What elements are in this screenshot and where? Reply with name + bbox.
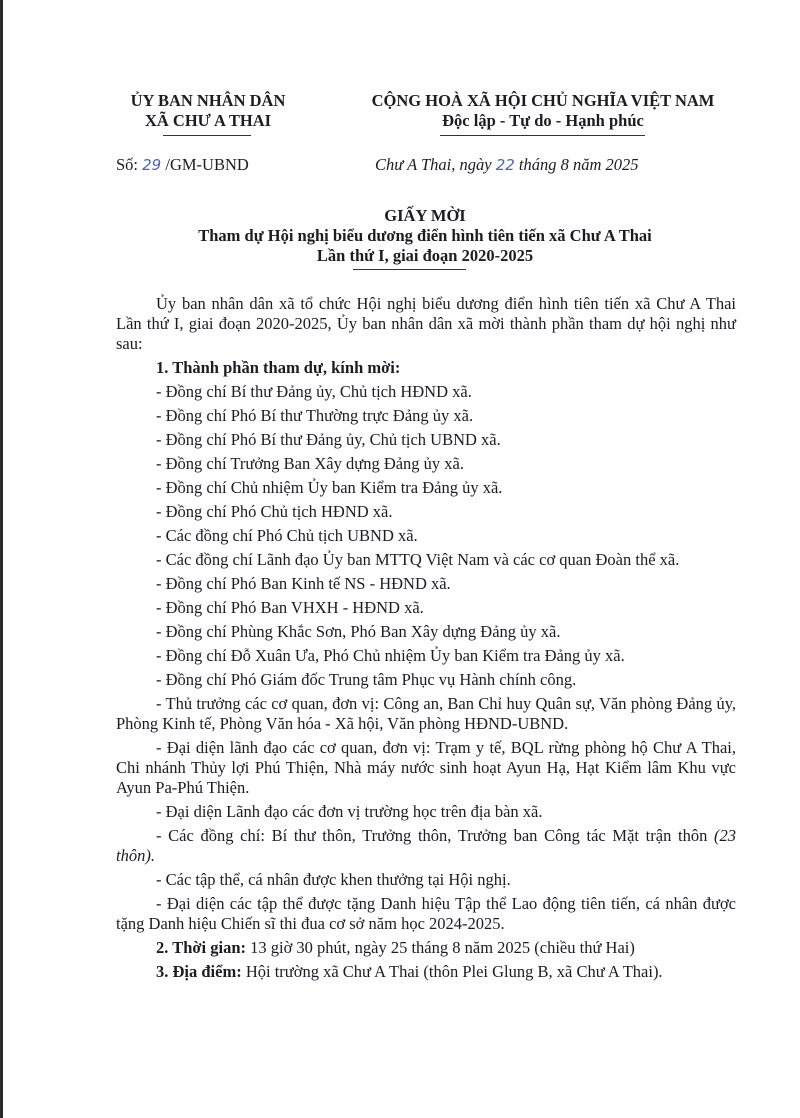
invitee-item: - Đồng chí Phó Ban VHXH - HĐND xã. (156, 598, 424, 617)
invitee-paragraph: - Thủ trưởng các cơ quan, đơn vị: Công an, Ban Chỉ huy Quân sự, Văn phòng Đảng ủy, Phòng Kinh tế, Phòng Văn hóa - Xã hội, Văn phòng HĐND-UBND. (116, 694, 736, 733)
time-value: 13 giờ 30 phút, ngày 25 tháng 8 năm 2025 (chiều thứ Hai) (250, 938, 635, 957)
invitee-item: - Đồng chí Phó Chủ tịch HĐND xã. (156, 502, 393, 521)
invitee-item: - Đồng chí Đỗ Xuân Ưa, Phó Chủ nhiệm Ủy ban Kiểm tra Đảng ủy xã. (156, 646, 625, 665)
invitee-item: - Đồng chí Trưởng Ban Xây dựng Đảng ủy xã. (156, 454, 465, 473)
place-value: Hội trường xã Chư A Thai (thôn Plei Glung B, xã Chư A Thai). (245, 962, 663, 981)
invitee-item: - Các đồng chí Lãnh đạo Ủy ban MTTQ Việt Nam và các cơ quan Đoàn thể xã. (156, 550, 680, 569)
date-prefix: Chư A Thai, ngày (375, 155, 492, 174)
village-invitees (116, 826, 736, 866)
document-date (375, 155, 639, 175)
number-suffix: /GM-UBND (165, 155, 249, 174)
title-sub-1: Tham dự Hội nghị biểu dương điển hình tiên tiến xã Chư A Thai (198, 226, 652, 245)
intro-paragraph: Ủy ban nhân dân xã tổ chức Hội nghị biểu dương điển hình tiên tiến xã Chư A Thai Lần thứ I, giai đoạn 2020-2025, Ủy ban nhân dân xã mời thành phần tham dự hội nghị như sau: (116, 294, 736, 353)
invitee-item: - Đồng chí Phó Ban Kinh tế NS - HĐND xã. (156, 574, 451, 593)
scan-edge (0, 0, 3, 1118)
date-suffix: tháng 8 năm 2025 (518, 155, 639, 174)
handwritten-day: 22 (495, 156, 515, 174)
document-title (100, 206, 750, 266)
invitee-paragraph: - Đại diện các tập thể được tặng Danh hiệu Tập thể Lao động tiên tiến, cá nhân được tặng Danh hiệu Chiến sĩ thi đua cơ sở năm học 2024-2025. (116, 894, 736, 933)
invitee-item: - Đồng chí Phó Bí thư Thường trực Đảng ủy xã. (156, 406, 474, 425)
time-label: 2. Thời gian: (156, 938, 246, 957)
invitee-item: - Đồng chí Chủ nhiệm Ủy ban Kiểm tra Đảng ủy xã. (156, 478, 503, 497)
title-main: GIẤY MỜI (384, 206, 466, 225)
invitee-item: - Đồng chí Phùng Khắc Sơn, Phó Ban Xây dựng Đảng ủy xã. (156, 622, 561, 641)
invitee-item: - Đồng chí Phó Giám đốc Trung tâm Phục vụ Hành chính công. (156, 670, 577, 689)
handwritten-number: 29 (142, 156, 162, 174)
village-count-note: (23 thôn). (116, 826, 736, 865)
meeting-place (116, 962, 736, 982)
invitee-paragraph: - Các tập thể, cá nhân được khen thưởng tại Hội nghị. (156, 870, 511, 889)
document-number (116, 155, 249, 175)
nation-name: CỘNG HOÀ XÃ HỘI CHỦ NGHĨA VIỆT NAM (371, 91, 715, 110)
motto: Độc lập - Tự do - Hạnh phúc (442, 111, 644, 130)
authority-line-1: ỦY BAN NHÂN DÂN (130, 91, 286, 110)
section-participants: 1. Thành phần tham dự, kính mời: (156, 358, 401, 377)
motto-underline (440, 135, 645, 136)
invitee-item: - Đồng chí Phó Bí thư Đảng ủy, Chủ tịch UBND xã. (156, 430, 501, 449)
invitee-paragraph: - Đại diện Lãnh đạo các đơn vị trường học trên địa bàn xã. (156, 802, 543, 821)
issuing-authority (108, 91, 308, 131)
national-motto (338, 91, 748, 131)
invitee-item: - Các đồng chí Phó Chủ tịch UBND xã. (156, 526, 418, 545)
title-sub-2: Lần thứ I, giai đoạn 2020-2025 (316, 246, 534, 265)
meeting-time (116, 938, 736, 958)
place-label: 3. Địa điểm: (156, 962, 242, 981)
invitee-item: - Đồng chí Bí thư Đảng ủy, Chủ tịch HĐND xã. (156, 382, 472, 401)
document-body (116, 294, 736, 982)
authority-line-2: XÃ CHƯ A THAI (144, 111, 272, 130)
number-prefix: Số: (116, 155, 139, 174)
authority-underline (163, 135, 251, 136)
invitee-paragraph: - Đại diện lãnh đạo các cơ quan, đơn vị: Trạm y tế, BQL rừng phòng hộ Chư A Thai, Chi nhánh Thủy lợi Phú Thiện, Nhà máy nước sinh hoạt Ayun Hạ, Hạt Kiểm lâm Khu vực Ayun Pa-Phú Thiện. (116, 738, 736, 797)
title-underline (353, 269, 466, 270)
village-invitees-text: - Các đồng chí: Bí thư thôn, Trưởng thôn, Trưởng ban Công tác Mặt trận thôn (156, 826, 708, 845)
